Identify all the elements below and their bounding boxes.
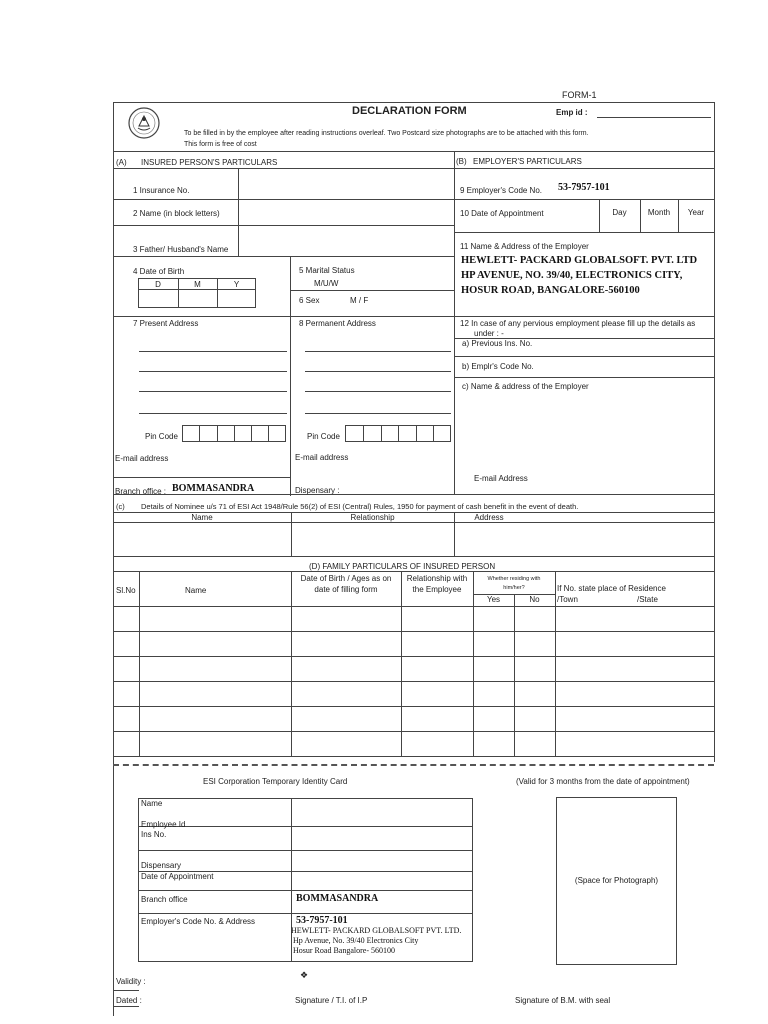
divider	[290, 256, 291, 496]
employer-line-1: HEWLETT- PACKARD GLOBALSOFT. PVT. LTD	[461, 255, 698, 266]
divider	[217, 425, 218, 442]
previous-employment-line-2: under : -	[474, 329, 504, 338]
divider	[454, 512, 455, 556]
slno-header: Sl.No	[116, 586, 136, 595]
sex-options: M / F	[350, 296, 369, 305]
signature-bm-label: Signature of B.M. with seal	[515, 996, 611, 1005]
day-label: Day	[612, 208, 627, 217]
seal-mark-icon: ❖	[300, 970, 309, 980]
rule	[454, 338, 714, 339]
free-note: This form is free of cost	[184, 141, 257, 148]
rule	[113, 990, 139, 991]
rule	[113, 168, 714, 169]
form-title: DECLARATION FORM	[352, 105, 467, 117]
residing-header-1: Whether residing with	[487, 576, 541, 582]
marital-label: 5 Marital Status	[299, 266, 355, 275]
card-name-label: Name	[141, 799, 163, 808]
divider	[291, 512, 292, 556]
validity-label: Validity :	[116, 977, 146, 986]
employer-line-2: HP AVENUE, NO. 39/40, ELECTRONICS CITY,	[461, 270, 683, 281]
rule	[139, 351, 287, 352]
table-row	[113, 681, 714, 682]
rule	[113, 571, 714, 572]
section-b-heading: (B)	[456, 157, 467, 166]
divider	[199, 425, 200, 442]
sex-label: 6 Sex	[299, 296, 320, 305]
rule	[113, 151, 714, 152]
permanent-address-label: 8 Permanent Address	[299, 319, 376, 328]
father-label: 3 Father/ Husband's Name	[133, 245, 229, 254]
rule	[454, 356, 714, 357]
dispensary-label: Dispensary :	[295, 486, 340, 495]
rule	[139, 371, 287, 372]
residing-header-2: him/her?	[503, 585, 525, 591]
divider	[234, 425, 235, 442]
divider	[291, 798, 292, 962]
rule	[138, 850, 473, 851]
relationship-header-2: the Employee	[412, 585, 462, 594]
month-label: Month	[647, 208, 671, 217]
rule	[139, 413, 287, 414]
rule	[113, 477, 290, 478]
rule	[454, 377, 714, 378]
section-d-title: (D) FAMILY PARTICULARS OF INSURED PERSON	[309, 562, 496, 571]
prev-code-label: b) Emplr's Code No.	[462, 362, 534, 371]
employer-address-label: 11 Name & Address of the Employer	[460, 242, 589, 251]
divider	[401, 571, 402, 756]
table-row	[113, 756, 714, 757]
dated-label: Dated :	[116, 996, 142, 1005]
esic-emblem-icon	[127, 106, 161, 140]
card-validity-note: (Valid for 3 months from the date of appointment)	[516, 777, 690, 786]
rule	[454, 232, 714, 233]
divider	[291, 571, 292, 756]
table-row	[113, 606, 714, 607]
rule	[113, 494, 714, 495]
rule	[139, 391, 287, 392]
email-label: E-mail address	[115, 454, 169, 463]
rule	[454, 199, 714, 200]
card-employer-code-label: Employer's Code No. & Address	[141, 917, 256, 926]
rule	[305, 391, 451, 392]
employer-code-value: 53-7957-101	[558, 182, 610, 193]
rule	[113, 199, 454, 200]
section-c-heading: (c)	[116, 502, 125, 511]
rule	[305, 413, 451, 414]
frame-right	[714, 102, 715, 762]
card-code-value: 53-7957-101	[296, 915, 348, 926]
card-branch-label: Branch office	[141, 895, 188, 904]
rule	[113, 316, 454, 317]
rule	[113, 1006, 139, 1007]
section-a-title: INSURED PERSON'S PARTICULARS	[141, 158, 278, 167]
divider	[251, 425, 252, 442]
appointment-label: 10 Date of Appointment	[460, 209, 544, 218]
section-a-heading: (A)	[116, 158, 127, 167]
prev-employer-label: c) Name & address of the Employer	[462, 382, 589, 391]
card-ins-no-label: Ins No.	[141, 830, 167, 839]
photo-label: (Space for Photograph)	[574, 876, 659, 885]
rule	[138, 289, 256, 290]
divider	[363, 425, 364, 442]
card-branch-value: BOMMASANDRA	[296, 893, 379, 904]
prev-ins-label: a) Previous Ins. No.	[462, 339, 533, 348]
rule	[138, 890, 473, 891]
employer-line-3: HOSUR ROAD, BANGALORE-560100	[461, 285, 640, 296]
nominee-relationship-header: Relationship	[350, 513, 395, 522]
frame-top	[113, 102, 714, 103]
name-label: 2 Name (in block letters)	[133, 209, 220, 218]
rule	[113, 225, 454, 226]
cut-line	[113, 764, 714, 766]
signature-ip-label: Signature / T.I. of I.P	[295, 996, 368, 1005]
pin-code-label: Pin Code	[145, 432, 178, 441]
card-title: ESI Corporation Temporary Identity Card	[203, 777, 348, 786]
rule	[113, 522, 714, 523]
no-header: No	[529, 595, 540, 604]
rule	[454, 316, 714, 317]
divider	[139, 571, 140, 756]
dob-month: M	[194, 280, 201, 289]
divider	[555, 571, 556, 756]
divider	[268, 425, 269, 442]
previous-employment-line-1: 12 In case of any pervious employment please fill up the details as	[460, 319, 696, 328]
divider	[473, 571, 474, 756]
dob-day: D	[155, 280, 161, 289]
family-name-header: Name	[185, 586, 207, 595]
state-header: /State	[637, 595, 658, 604]
emp-id-label: Emp id :	[556, 108, 588, 117]
pin-code-label: Pin Code	[307, 432, 340, 441]
dob-year: Y	[233, 280, 240, 289]
nominee-name-header: Name	[191, 513, 213, 522]
nominee-address-header: Address	[474, 513, 504, 522]
table-row	[113, 731, 714, 732]
dob-header-2: date of filling form	[314, 585, 378, 594]
year-label: Year	[687, 208, 705, 217]
divider	[381, 425, 382, 442]
divider-ab	[454, 151, 455, 494]
dob-header-1: Date of Birth / Ages as on	[300, 574, 392, 583]
branch-label: Branch office :	[115, 487, 166, 496]
prev-email-label: E-mail Address	[474, 474, 528, 483]
divider	[433, 425, 434, 442]
place-header: If No. state place of Residence	[557, 584, 666, 593]
card-address-line-1: HEWLETT- PACKARD GLOBALSOFT PVT. LTD.	[291, 926, 462, 935]
town-header: /Town	[557, 595, 578, 604]
section-c-title: Details of Nominee u/s 71 of ESI Act 1948/Rule 56(2) of ESI (Central) Rules, 1950 for payment of cash benefit in the event of death.	[141, 502, 579, 511]
rule	[138, 826, 473, 827]
card-address-line-3: Hosur Road Bangalore- 560100	[293, 946, 395, 955]
email-label: E-mail address	[295, 453, 349, 462]
rule	[113, 256, 454, 257]
divider	[398, 425, 399, 442]
table-row	[113, 631, 714, 632]
card-appointment-label: Date of Appointment	[141, 872, 214, 881]
rule	[138, 913, 473, 914]
section-b-title: EMPLOYER'S PARTICULARS	[473, 157, 582, 166]
rule	[305, 371, 451, 372]
card-employee-id-label: Employee Id	[141, 820, 186, 829]
rule	[290, 290, 454, 291]
branch-value: BOMMASANDRA	[172, 483, 255, 494]
present-address-label: 7 Present Address	[133, 319, 199, 328]
insurance-no-label: 1 Insurance No.	[133, 186, 190, 195]
divider	[416, 425, 417, 442]
frame-left	[113, 102, 114, 1016]
rule	[113, 556, 714, 557]
card-address-line-2: Hp Avenue, No. 39/40 Electronics City	[293, 936, 419, 945]
emp-id-field[interactable]	[597, 117, 711, 118]
relationship-header-1: Relationship with	[406, 574, 468, 583]
table-row	[113, 706, 714, 707]
card-dispensary-label: Dispensary	[141, 861, 182, 870]
rule	[305, 351, 451, 352]
employer-code-label: 9 Employer's Code No.	[460, 186, 543, 195]
yes-header: Yes	[486, 595, 501, 604]
marital-options: M/U/W	[314, 279, 339, 288]
table-row	[113, 656, 714, 657]
form-number: FORM-1	[562, 90, 597, 100]
instruction-text: To be filled in by the employee after reading instructions overleaf. Two Postcard size photographs are to be attached with this form.	[184, 130, 589, 137]
divider	[238, 168, 239, 256]
dob-label: 4 Date of Birth	[133, 267, 185, 276]
